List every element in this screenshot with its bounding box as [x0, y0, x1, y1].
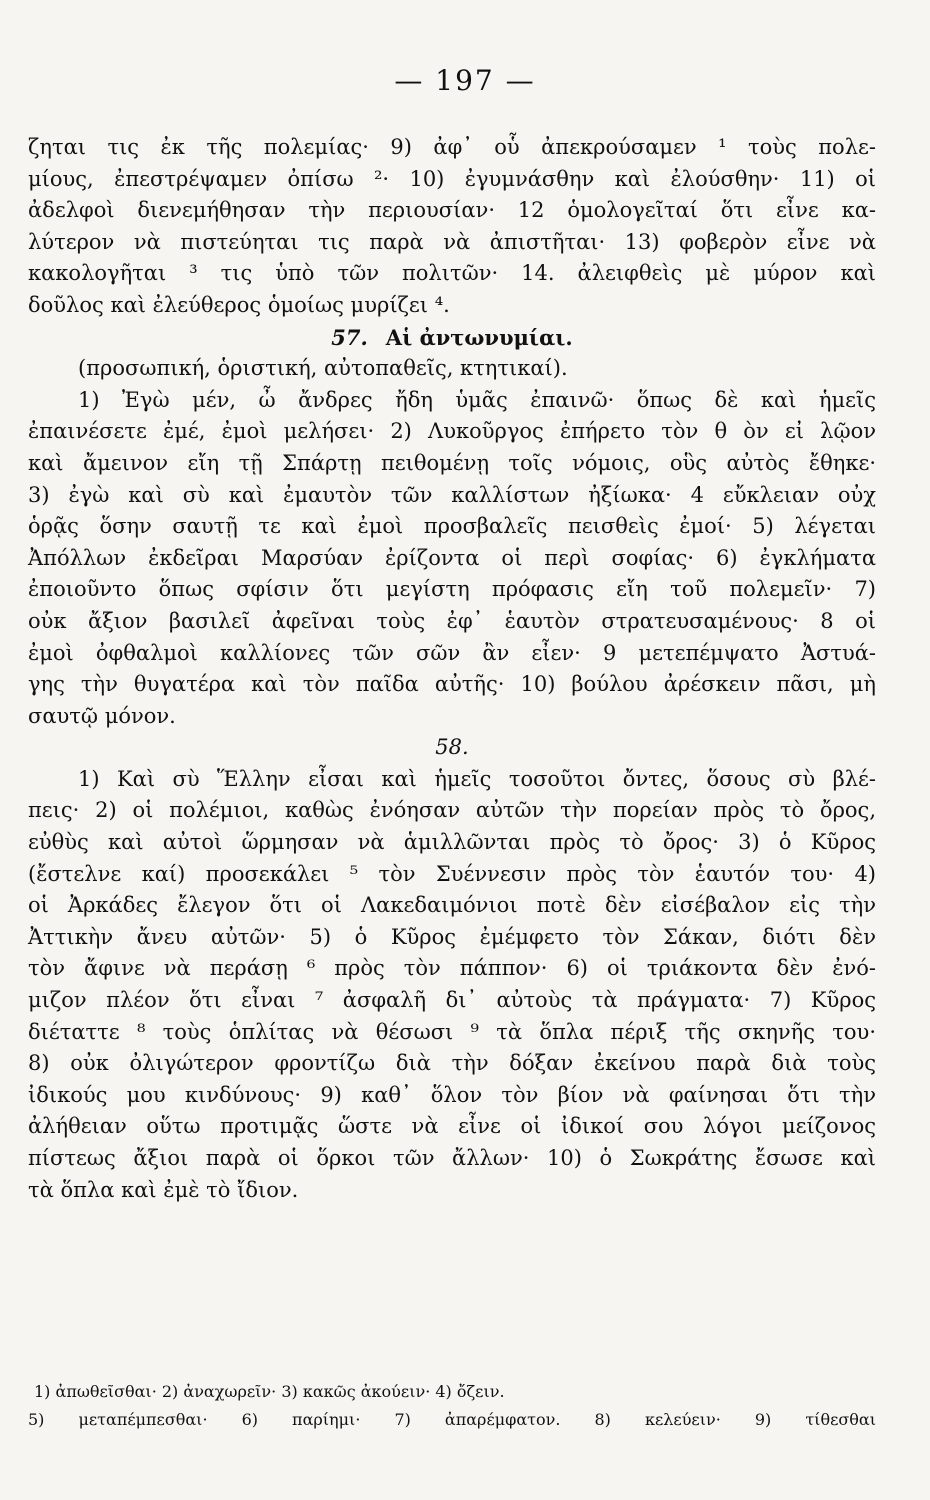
text-line: οἱ Ἀρκάδες ἔλεγον ὅτι οἱ Λακεδαιμόνιοι ποτὲ δὲν εἰσέβαλον εἰς τὴν — [28, 893, 876, 918]
text-line: εὐθὺς καὶ αὐτοὶ ὥρμησαν νὰ ἁμιλλῶνται πρὸς τὸ ὄρος· 3) ὁ Κῦρος — [28, 830, 876, 855]
text-line: ἐποιοῦντο ὅπως σφίσιν ὅτι μεγίστη πρόφασις εἴη τοῦ πολεμεῖν· 7) — [28, 577, 876, 602]
text-line: κακολογῆται ³ τις ὑπὸ τῶν πολιτῶν· 14. ἀλειφθεὶς μὲ μύρον καὶ — [28, 261, 876, 286]
text-line: τὰ ὅπλα καὶ ἐμὲ τὸ ἴδιον. — [28, 1177, 299, 1202]
footnote-line: 1) ἀπωθεῖσθαι· 2) ἀναχωρεῖν· 3) κακῶς ἀκούειν· 4) ὄζειν. — [34, 1382, 505, 1401]
text-line: Ἀπόλλων ἐκδεῖραι Μαρσύαν ἐρίζοντα οἱ περὶ σοφίας· 6) ἐγκλήματα — [28, 545, 876, 570]
section-title: Αἱ ἀντωνυμίαι. — [385, 324, 573, 350]
text-line: καὶ ἄμεινον εἴη τῇ Σπάρτῃ πειθομένῃ τοῖς νόμοις, οὓς αὐτὸς ἔθηκε· — [28, 450, 876, 475]
text-line: οὐκ ἄξιον βασιλεῖ ἀφεῖναι τοὺς ἐφ᾽ ἑαυτὸν στρατευσαμένους· 8 οἱ — [28, 608, 876, 633]
text-line: 1) Καὶ σὺ Ἕλλην εἶσαι καὶ ἡμεῖς τοσοῦτοι ὄντες, ὅσους σὺ βλέ- — [78, 766, 876, 791]
text-line: πεις· 2) οἱ πολέμιοι, καθὼς ἐνόησαν αὐτῶν τὴν πορείαν πρὸς τὸ ὄρος, — [28, 798, 876, 823]
text-line: ὁρᾷς ὅσην σαυτῇ τε καὶ ἐμοὶ προσβαλεῖς πεισθεὶς ἐμοί· 5) λέγεται — [28, 514, 876, 539]
text-line: σαυτῷ μόνον. — [28, 703, 176, 728]
section-number: 57. — [331, 324, 368, 350]
text-line: (προσωπική, ὁριστική, αὐτοπαθεῖς, κτητικαί). — [78, 356, 568, 381]
text-line: γης τὴν θυγατέρα καὶ τὸν παῖδα αὐτῆς· 10) βούλου ἀρέσκειν πᾶσι, μὴ — [28, 672, 876, 697]
text-line: μιζον πλέον ὅτι εἶναι ⁷ ἀσφαλῆ δι᾽ αὐτοὺς τὰ πράγματα· 7) Κῦρος — [28, 988, 876, 1013]
section-58-heading — [28, 732, 876, 764]
text-line: 8) οὐκ ὀλιγώτερον φροντίζω διὰ τὴν δόξαν ἐκείνου παρὰ διὰ τοὺς — [28, 1051, 876, 1076]
text-line: 3) ἐγὼ καὶ σὺ καὶ ἐμαυτὸν τῶν καλλίστων ἠξίωκα· 4 εὔκλειαν οὐχ — [28, 482, 876, 507]
text-line: 1) Ἐγὼ μέν, ὦ ἄνδρες ἤδη ὑμᾶς ἐπαινῶ· ὅπως δὲ καὶ ἡμεῖς — [78, 387, 876, 412]
text-line: Ἀττικὴν ἄνευ αὐτῶν· 5) ὁ Κῦρος ἐμέμφετο τὸν Σάκαν, διότι δὲν — [28, 924, 876, 949]
page-number: — 197 — — [394, 64, 536, 97]
text-line: ἰδικούς μου κινδύνους· 9) καθ᾽ ὅλον τὸν βίον νὰ φαίνησαι ὅτι τὴν — [28, 1082, 876, 1107]
text-line: ἐμοὶ ὀφθαλμοὶ καλλίονες τῶν σῶν ἂν εἶεν· 9 μετεπέμψατο Ἀστυά- — [28, 640, 876, 665]
text-line: ἀδελφοὶ διενεμήθησαν τὴν περιουσίαν· 12 ὁμολογεῖταί ὅτι εἶνε κα- — [28, 198, 876, 223]
footnote-line: 5) μεταπέμπεσθαι· 6) παρίημι· 7) ἀπαρέμφατον. 8) κελεύειν· 9) τίθεσθαι — [28, 1410, 876, 1429]
text-line: δοῦλος καὶ ἐλεύθερος ὁμοίως μυρίζει ⁴. — [28, 292, 450, 317]
text-line: πίστεως ἄξιοι παρὰ οἱ ὅρκοι τῶν ἄλλων· 10) ὁ Σωκράτης ἔσωσε καὶ — [28, 1146, 876, 1170]
text-line: διέταττε ⁸ τοὺς ὁπλίτας νὰ θέσωσι ⁹ τὰ ὅπλα πέριξ τῆς σκηνῆς του· — [28, 1019, 876, 1044]
text-line: (ἔστελνε καί) προσεκάλει ⁵ τὸν Συέννεσιν πρὸς τὸν ἑαυτόν του· 4) — [28, 861, 876, 886]
page-body — [28, 132, 876, 1206]
text-line: τὸν ἄφινε νὰ περάσῃ ⁶ πρὸς τὸν πάππον· 6) οἱ τριάκοντα δὲν ἐνό- — [28, 956, 876, 981]
text-line: ἐπαινέσετε ἐμέ, ἐμοὶ μελήσει· 2) Λυκοῦργος ἐπήρετο τὸν θ ὸν εἰ λῷον — [28, 419, 876, 444]
footnote-divider — [28, 1362, 876, 1363]
text-line: ἀλήθειαν οὕτω προτιμᾷς ὥστε νὰ εἶνε οἱ ἰδικοί σου λόγοι μείζονος — [28, 1114, 876, 1139]
section-number: 58. — [435, 735, 469, 760]
text-line: λύτερον νὰ πιστεύηται τις παρὰ νὰ ἀπιστῆται· 13) φοβερὸν εἶνε νὰ — [28, 229, 876, 254]
footnotes — [28, 1378, 876, 1434]
text-line: ζηται τις ἐκ τῆς πολεμίας· 9) ἀφ᾽ οὗ ἀπεκρούσαμεν ¹ τοὺς πολε- — [28, 135, 876, 159]
section-57-heading — [28, 322, 876, 354]
text-line: μίους, ἐπεστρέψαμεν ὀπίσω ²· 10) ἐγυμνάσθην καὶ ἐλούσθην· 11) οἱ — [28, 166, 876, 191]
